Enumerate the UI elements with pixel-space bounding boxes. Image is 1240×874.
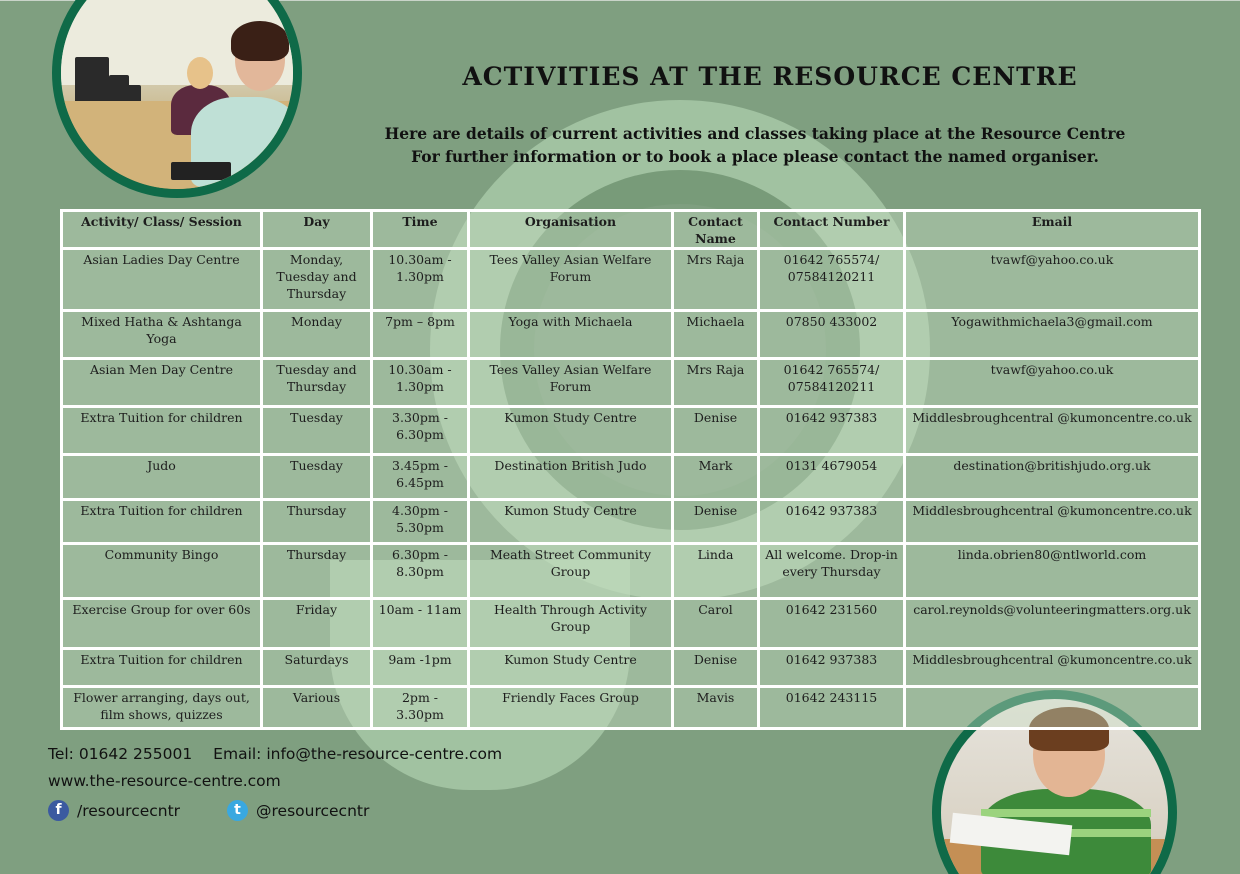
table-cell: Middlesbroughcentral @kumoncentre.co.uk [905,649,1200,687]
table-cell: destination@britishjudo.org.uk [905,455,1200,500]
table-row [62,455,1200,500]
table-cell: Tees Valley Asian Welfare Forum [469,359,673,407]
table-cell: 07850 433002 [759,311,905,359]
table-cell: 01642 937383 [759,649,905,687]
table-cell: Tuesday and Thursday [262,359,372,407]
column-header: Email [905,211,1200,249]
table-cell: Extra Tuition for children [62,649,262,687]
footer-contact-line [48,745,502,763]
table-cell: Mrs Raja [673,359,759,407]
table-cell: linda.obrien80@ntlworld.com [905,544,1200,599]
table-cell: Various [262,687,372,729]
table-cell: 10.30am - 1.30pm [372,359,469,407]
table-cell: tvawf@yahoo.co.uk [905,249,1200,311]
table-cell: 10am - 11am [372,599,469,649]
table-cell: Friendly Faces Group [469,687,673,729]
twitter-icon: t [227,800,248,821]
table-cell: Denise [673,649,759,687]
table-cell: 01642 937383 [759,500,905,544]
table-cell: Kumon Study Centre [469,407,673,455]
table-cell: Mixed Hatha & Ashtanga Yoga [62,311,262,359]
table-cell: 4.30pm - 5.30pm [372,500,469,544]
page-subtitle [350,122,1160,168]
table-header-row [62,211,1200,249]
table-cell: Kumon Study Centre [469,649,673,687]
twitter-handle: @resourcecntr [256,801,370,820]
table-cell: Michaela [673,311,759,359]
table-row [62,359,1200,407]
table-cell [905,687,1200,729]
facebook-handle: /resourcecntr [77,801,181,820]
table-cell: Asian Ladies Day Centre [62,249,262,311]
table-row [62,544,1200,599]
table-cell: Middlesbroughcentral @kumoncentre.co.uk [905,500,1200,544]
page-title: ACTIVITIES AT THE RESOURCE CENTRE [462,62,1078,91]
table-cell: Flower arranging, days out, film shows, quizzes [62,687,262,729]
table-cell: 01642 765574/ 07584120211 [759,249,905,311]
table-cell: tvawf@yahoo.co.uk [905,359,1200,407]
table-row [62,311,1200,359]
table-row [62,599,1200,649]
table-cell: Carol [673,599,759,649]
table-row [62,687,1200,729]
table-cell: All welcome. Drop-in every Thursday [759,544,905,599]
table-cell: Destination British Judo [469,455,673,500]
column-header: Activity/ Class/ Session [62,211,262,249]
table-cell: Community Bingo [62,544,262,599]
table-cell: Tuesday [262,407,372,455]
table-cell: Denise [673,407,759,455]
table-cell: Tuesday [262,455,372,500]
table-cell: Thursday [262,544,372,599]
column-header: Day [262,211,372,249]
table-cell: 9am -1pm [372,649,469,687]
office-photo [52,0,302,198]
column-header: Time [372,211,469,249]
table-row [62,500,1200,544]
table-cell: Mrs Raja [673,249,759,311]
table-cell: Health Through Activity Group [469,599,673,649]
table-cell: Meath Street Community Group [469,544,673,599]
table-cell: Linda [673,544,759,599]
table-cell: Judo [62,455,262,500]
facebook-link [48,800,180,821]
table-cell: carol.reynolds@volunteeringmatters.org.uk [905,599,1200,649]
table-cell: Tees Valley Asian Welfare Forum [469,249,673,311]
twitter-link [227,800,369,821]
footer-tel: Tel: 01642 255001 [48,745,193,763]
table-cell: 6.30pm - 8.30pm [372,544,469,599]
table-cell: 3.30pm - 6.30pm [372,407,469,455]
table-cell: Denise [673,500,759,544]
table-row [62,407,1200,455]
table-cell: Saturdays [262,649,372,687]
table-cell: 3.45pm - 6.45pm [372,455,469,500]
table-cell: Monday [262,311,372,359]
table-cell: Yogawithmichaela3@gmail.com [905,311,1200,359]
activities-table [60,209,1201,730]
table-row [62,649,1200,687]
table-cell: Asian Men Day Centre [62,359,262,407]
column-header: Organisation [469,211,673,249]
table-cell: Kumon Study Centre [469,500,673,544]
table-row [62,249,1200,311]
table-cell: 7pm – 8pm [372,311,469,359]
table-cell: 01642 231560 [759,599,905,649]
table-cell: Friday [262,599,372,649]
column-header: Contact Number [759,211,905,249]
table-cell: 0131 4679054 [759,455,905,500]
footer-website: www.the-resource-centre.com [48,772,281,790]
table-cell: Mark [673,455,759,500]
table-cell: 01642 765574/ 07584120211 [759,359,905,407]
table-cell: Extra Tuition for children [62,407,262,455]
footer-social [48,800,369,821]
table-cell: Yoga with Michaela [469,311,673,359]
table-cell: 2pm - 3.30pm [372,687,469,729]
footer-email: Email: info@the-resource-centre.com [213,745,503,763]
table-cell: Exercise Group for over 60s [62,599,262,649]
table-cell: Thursday [262,500,372,544]
subtitle-line-2: For further information or to book a place please contact the named organiser. [411,147,1099,166]
facebook-icon: f [48,800,69,821]
table-cell: Middlesbroughcentral @kumoncentre.co.uk [905,407,1200,455]
table-cell: 01642 937383 [759,407,905,455]
table-cell: Extra Tuition for children [62,500,262,544]
subtitle-line-1: Here are details of current activities and classes taking place at the Resource Centre [384,124,1126,143]
table-cell: Monday, Tuesday and Thursday [262,249,372,311]
table-cell: Mavis [673,687,759,729]
table-cell: 01642 243115 [759,687,905,729]
column-header: Contact Name [673,211,759,249]
table-cell: 10.30am - 1.30pm [372,249,469,311]
